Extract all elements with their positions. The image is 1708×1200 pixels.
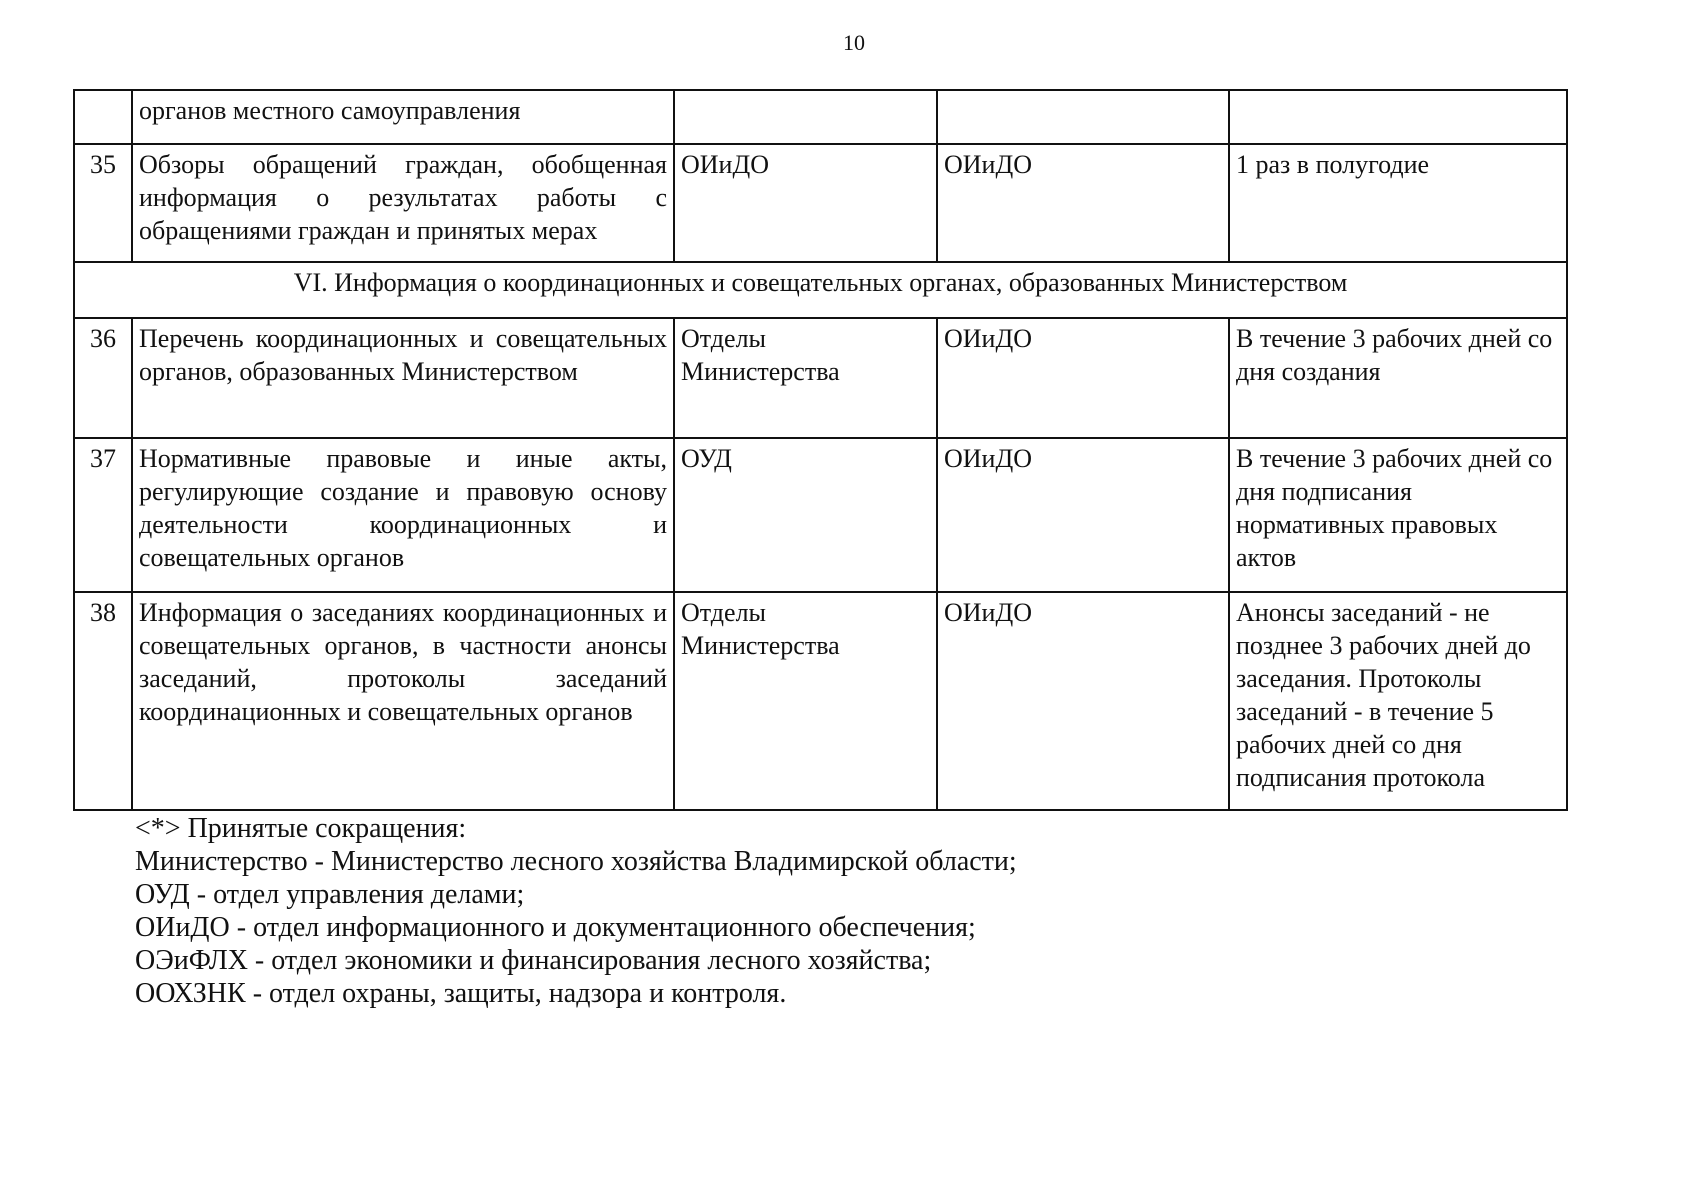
responsible-cell [674, 90, 937, 144]
description-cell: Перечень координационных и совещательных органов, образованных Министерством [132, 318, 674, 438]
footnote-line: ООХЗНК - отдел охраны, защиты, надзора и контроля. [135, 978, 787, 1009]
publisher-cell: ОИиДО [937, 592, 1229, 810]
table-row-36 [74, 318, 1567, 438]
footnote-line: ОУД - отдел управления делами; [135, 879, 525, 910]
publisher-cell: ОИиДО [937, 318, 1229, 438]
footnote-heading: <*> Принятые сокращения: [135, 813, 467, 844]
section-heading-row [74, 262, 1567, 318]
responsible-cell: Отделы Министерства [674, 592, 937, 810]
information-table [73, 89, 1568, 811]
table-row-38 [74, 592, 1567, 810]
description-cell: Нормативные правовые и иные акты, регулирующие создание и правовую основу деятельности координационных и совещательных органов [132, 438, 674, 592]
abbreviations-footnote [135, 812, 1435, 1010]
row-number-cell: 38 [74, 592, 132, 810]
description-cell: органов местного самоуправления [132, 90, 674, 144]
deadline-cell: В течение 3 рабочих дней со дня подписания нормативных правовых актов [1229, 438, 1567, 592]
table-row-37 [74, 438, 1567, 592]
page-number: 10 [843, 30, 865, 55]
footnote-line: Министерство - Министерство лесного хозяйства Владимирской области; [135, 846, 1017, 877]
section-title: VI. Информация о координационных и совещательных органах, образованных Министерством [74, 262, 1567, 318]
row-number-cell: 36 [74, 318, 132, 438]
row-number-cell: 35 [74, 144, 132, 262]
footnote-line: ОЭиФЛХ - отдел экономики и финансирования лесного хозяйства; [135, 945, 932, 976]
row-number-cell [74, 90, 132, 144]
deadline-cell [1229, 90, 1567, 144]
publisher-cell: ОИиДО [937, 438, 1229, 592]
table-row-continuation [74, 90, 1567, 144]
deadline-cell: Анонсы заседаний - не позднее 3 рабочих дней до заседания. Протоколы заседаний - в течение 5 рабочих дней со дня подписания протокола [1229, 592, 1567, 810]
table-row-35 [74, 144, 1567, 262]
responsible-cell: Отделы Министерства [674, 318, 937, 438]
responsible-cell: ОУД [674, 438, 937, 592]
footnote-line: ОИиДО - отдел информационного и документационного обеспечения; [135, 912, 976, 943]
description-cell: Информация о заседаниях координационных и совещательных органов, в частности анонсы заседаний, протоколы заседаний координационных и совещательных органов [132, 592, 674, 810]
row-number-cell: 37 [74, 438, 132, 592]
deadline-cell: 1 раз в полугодие [1229, 144, 1567, 262]
publisher-cell [937, 90, 1229, 144]
deadline-cell: В течение 3 рабочих дней со дня создания [1229, 318, 1567, 438]
description-cell: Обзоры обращений граждан, обобщенная информация о результатах работы с обращениями граждан и принятых мерах [132, 144, 674, 262]
publisher-cell: ОИиДО [937, 144, 1229, 262]
responsible-cell: ОИиДО [674, 144, 937, 262]
